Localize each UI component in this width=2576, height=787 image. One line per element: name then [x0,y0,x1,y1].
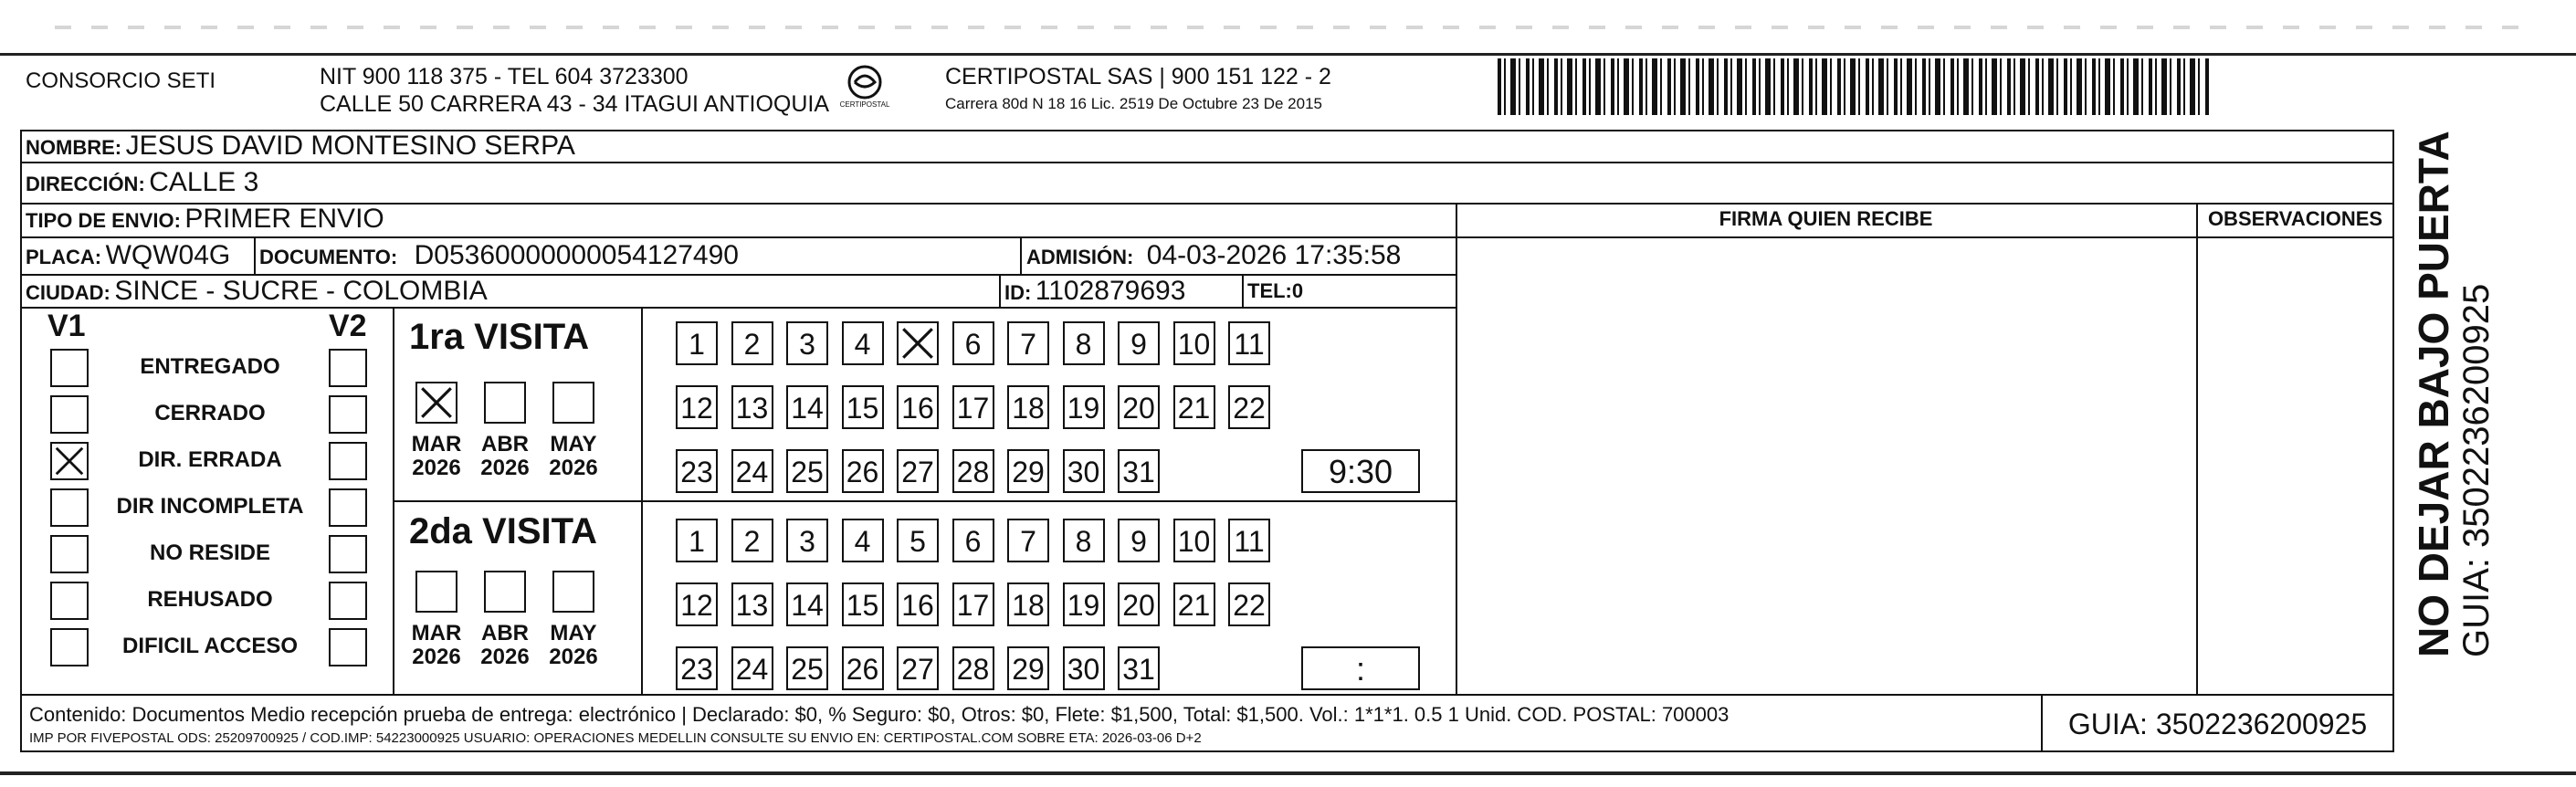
day-box[interactable]: 14 [786,582,828,626]
day-box[interactable]: 23 [676,449,718,493]
day-box[interactable]: 31 [1118,449,1160,493]
id-label: ID: [1004,281,1032,304]
month-label [541,433,605,480]
tipo-label: TIPO DE ENVIO: [26,209,181,232]
nombre-label: NOMBRE: [26,136,122,159]
day-box[interactable]: 30 [1063,646,1105,690]
month-checkbox[interactable] [484,382,526,424]
contenido-text: Contenido: Documentos Medio recepción prueba de entrega: electrónico | Declarado: $0, % Seguro: $0, Otros: $0, Flete: $1,500, Total: $1,500. Vol.: 1*1*1. 0.5 1 Unid. COD. POSTAL: 700003 [29,703,1730,726]
row-line [393,500,1456,502]
side-guia-text: GUIA: 3502236200925 [2456,283,2497,657]
certipostal-logo [833,62,897,117]
day-box[interactable]: 8 [1063,519,1105,562]
v2-checkbox[interactable] [329,535,367,573]
imp-text: IMP POR FIVEPOSTAL ODS: 25209700925 / COD.IMP: 54223000925 USUARIO: OPERACIONES MEDELLIN CONSULTE SU ENVIO EN: CERTIPOSTAL.COM SOBRE ETA: 2026-03-06 D+2 [29,730,1202,746]
day-box[interactable]: 9 [1118,519,1160,562]
row-line [20,694,2394,696]
day-box[interactable]: 10 [1173,519,1215,562]
id-value: 1102879693 [1035,276,1186,306]
day-box[interactable]: 17 [952,582,994,626]
documento-label: DOCUMENTO: [259,246,398,268]
observaciones-header: OBSERVACIONES [2207,207,2383,230]
month-checkbox[interactable] [415,571,457,613]
second-visit-title: 2da VISITA [409,511,597,551]
month-label [541,622,605,669]
day-box[interactable]: 28 [952,449,994,493]
firma-header: FIRMA QUIEN RECIBE [1719,207,1933,230]
col-line [1456,203,1457,694]
day-box[interactable]: 4 [842,519,884,562]
placa-label: PLACA: [26,246,102,268]
day-box[interactable]: 10 [1173,321,1215,365]
day-box[interactable]: 13 [731,385,773,429]
month-name: MAR [411,432,462,456]
direccion-value: CALLE 3 [149,167,259,197]
day-box[interactable]: 26 [842,646,884,690]
day-box[interactable]: 12 [676,582,718,626]
day-box[interactable]: 7 [1007,519,1049,562]
v1-checkbox[interactable] [50,395,89,434]
documento-value: D05360000000054127490 [414,240,739,270]
month-name: ABR [481,621,529,645]
month-year: 2026 [412,645,461,669]
reason-label: DIR. ERRADA [138,447,282,472]
day-box[interactable]: 18 [1007,385,1049,429]
day-box[interactable]: 28 [952,646,994,690]
admision-row [1026,240,1401,271]
month-label [405,622,468,669]
month-label [473,622,537,669]
day-box[interactable]: 19 [1063,582,1105,626]
col-line [254,236,256,274]
time-box[interactable]: 9:30 [1301,449,1420,493]
reason-label: DIR INCOMPLETA [116,494,304,519]
day-box[interactable]: 6 [952,519,994,562]
day-box[interactable]: 13 [731,582,773,626]
certipostal-line-2: Carrera 80d N 18 16 Lic. 2519 De Octubre 23 De 2015 [945,95,1322,112]
day-box[interactable]: 21 [1173,582,1215,626]
logo-text: CERTIPOSTAL [839,100,890,109]
month-checkbox[interactable] [484,571,526,613]
day-box[interactable]: 25 [786,646,828,690]
v1-checkbox[interactable] [50,628,89,666]
scan-noise [55,26,2520,29]
day-box[interactable]: 3 [786,321,828,365]
day-box[interactable]: 20 [1118,385,1160,429]
month-year: 2026 [412,456,461,480]
barcode [1498,58,2210,115]
placa-row [26,240,230,271]
v2-checkbox[interactable] [329,582,367,620]
ciudad-label: CIUDAD: [26,281,110,304]
day-box[interactable]: 16 [897,385,939,429]
no-dejar-text: NO DEJAR BAJO PUERTA [2410,131,2457,657]
day-box[interactable]: 19 [1063,385,1105,429]
v2-checkbox[interactable] [329,628,367,666]
day-box[interactable]: 27 [897,449,939,493]
day-box[interactable]: 23 [676,646,718,690]
day-box[interactable]: 27 [897,646,939,690]
day-box[interactable]: 3 [786,519,828,562]
day-box[interactable]: 1 [676,321,718,365]
month-name: ABR [481,432,529,456]
day-box[interactable]: 24 [731,646,773,690]
day-box[interactable]: 11 [1228,519,1270,562]
day-box[interactable]: 18 [1007,582,1049,626]
v2-label: V2 [329,309,367,343]
placa-value: WQW04G [105,240,231,270]
day-box[interactable]: 1 [676,519,718,562]
day-box[interactable]: 15 [842,582,884,626]
v2-checkbox[interactable] [329,442,367,480]
bottom-edge-line [0,771,2576,775]
nombre-row [26,131,575,162]
day-box[interactable]: 15 [842,385,884,429]
first-visit-title: 1ra VISITA [409,317,590,357]
month-year: 2026 [480,645,530,669]
v2-checkbox[interactable] [329,349,367,387]
admision-label: ADMISIÓN: [1026,246,1134,268]
month-checkbox[interactable] [552,382,594,424]
reason-label: ENTREGADO [140,354,280,379]
day-box[interactable]: 2 [731,519,773,562]
reason-label: NO RESIDE [149,540,271,565]
v2-checkbox[interactable] [329,395,367,434]
day-box[interactable]: 22 [1228,582,1270,626]
reason-label: REHUSADO [147,587,273,612]
ciudad-value: SINCE - SUCRE - COLOMBIA [114,276,488,306]
day-box[interactable]: 16 [897,582,939,626]
reason-label: DIFICIL ACCESO [121,634,298,658]
tipo-row [26,204,384,235]
page-edge-line [0,53,2576,56]
row-line [20,307,1456,309]
day-box[interactable]: 17 [952,385,994,429]
day-box[interactable]: 30 [1063,449,1105,493]
col-line [1242,274,1244,307]
month-checkbox[interactable] [415,382,457,424]
direccion-row [26,167,258,198]
day-box[interactable]: 22 [1228,385,1270,429]
side-text [2411,131,2497,657]
row-line [20,162,2394,163]
time-box[interactable]: : [1301,646,1420,690]
month-name: MAY [550,621,597,645]
col-line [999,274,1001,307]
day-box[interactable]: 24 [731,449,773,493]
day-box[interactable]: 6 [952,321,994,365]
company-name: CONSORCIO SETI [26,68,216,93]
month-year: 2026 [549,456,598,480]
month-name: MAR [411,621,462,645]
v1-checkbox[interactable] [50,535,89,573]
day-box[interactable]: 21 [1173,385,1215,429]
documento-row [259,240,739,271]
col-line [2196,203,2198,694]
month-label [473,433,537,480]
day-box[interactable]: 26 [842,449,884,493]
month-year: 2026 [480,456,530,480]
nit-line-2: CALLE 50 CARRERA 43 - 34 ITAGUI ANTIOQUIA [320,91,830,117]
v1-checkbox[interactable] [50,442,89,480]
v1-checkbox[interactable] [50,582,89,620]
ciudad-row [26,276,488,307]
reason-label: CERRADO [154,401,266,425]
month-label [405,433,468,480]
direccion-label: DIRECCIÓN: [26,173,145,195]
day-box[interactable]: 14 [786,385,828,429]
day-box[interactable]: 2 [731,321,773,365]
row-line [1456,236,2394,238]
day-box[interactable]: 20 [1118,582,1160,626]
v1-checkbox[interactable] [50,349,89,387]
day-box[interactable]: 29 [1007,449,1049,493]
v2-checkbox[interactable] [329,488,367,527]
admision-value: 04-03-2026 17:35:58 [1146,240,1402,270]
col-line [1020,236,1022,274]
v1-checkbox[interactable] [50,488,89,527]
v1-label: V1 [47,309,86,343]
tel-value: TEL:0 [1247,279,1304,302]
day-box[interactable]: 25 [786,449,828,493]
nit-line-1: NIT 900 118 375 - TEL 604 3723300 [320,64,689,89]
day-box[interactable]: 11 [1228,321,1270,365]
tipo-value: PRIMER ENVIO [184,204,384,234]
day-box[interactable]: 31 [1118,646,1160,690]
day-box[interactable]: 29 [1007,646,1049,690]
day-box[interactable]: 9 [1118,321,1160,365]
id-row [1004,276,1185,307]
month-checkbox[interactable] [552,571,594,613]
day-box[interactable]: 4 [842,321,884,365]
certipostal-line-1: CERTIPOSTAL SAS | 900 151 122 - 2 [945,64,1331,89]
day-box[interactable] [897,321,939,365]
month-year: 2026 [549,645,598,669]
month-name: MAY [550,432,597,456]
day-box[interactable]: 12 [676,385,718,429]
day-box[interactable]: 5 [897,519,939,562]
nombre-value: JESUS DAVID MONTESINO SERPA [125,131,575,161]
day-box[interactable]: 8 [1063,321,1105,365]
day-box[interactable]: 7 [1007,321,1049,365]
guia-box-text: GUIA: 3502236200925 [2067,708,2368,740]
